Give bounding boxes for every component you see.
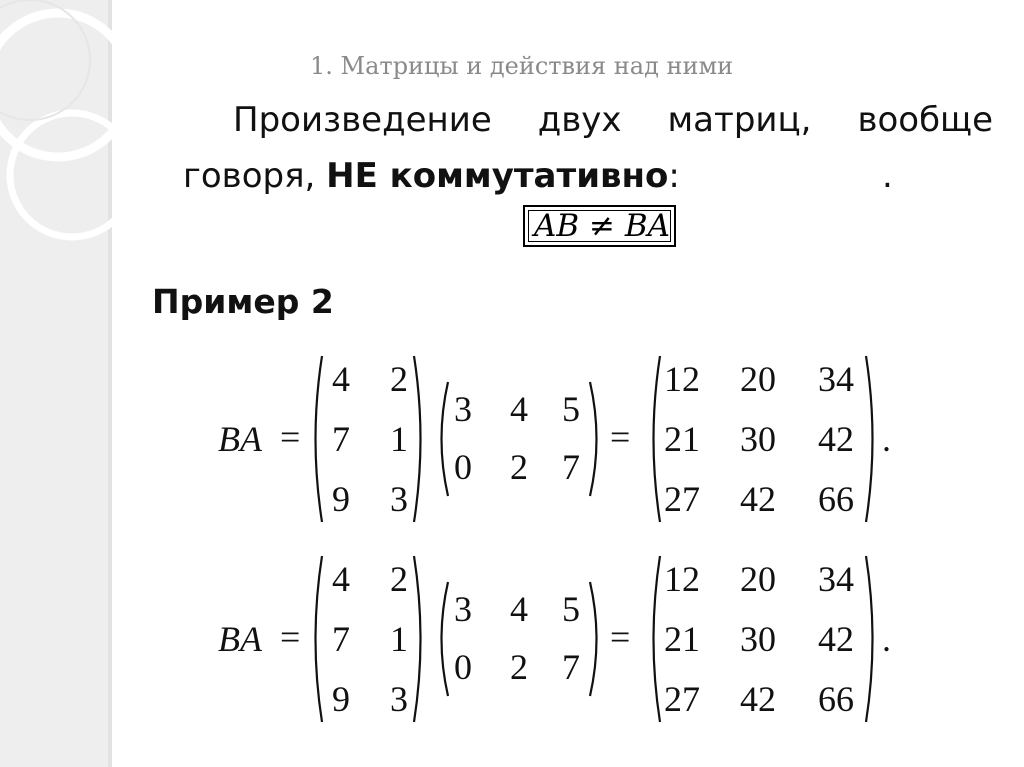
- result-cell: 66: [818, 479, 854, 519]
- result-cell: 42: [818, 419, 854, 459]
- matrix-cell: 1: [390, 419, 408, 459]
- matrix-cell: 0: [454, 647, 472, 687]
- matrix-cell: 2: [390, 559, 408, 599]
- formula-right: BA: [624, 208, 671, 244]
- equals-sign: =: [610, 617, 631, 657]
- result-cell: 12: [664, 559, 700, 599]
- formula-left: AB: [534, 208, 580, 244]
- trailing-dot: .: [882, 156, 893, 196]
- matrix-cell: 3: [390, 479, 408, 519]
- lhs-label: BA: [218, 619, 262, 659]
- left-paren: [644, 554, 664, 724]
- word: вообще: [857, 100, 993, 140]
- period: .: [882, 419, 891, 459]
- equation-2: [0, 540, 1024, 740]
- example-title: Пример 2: [152, 282, 334, 321]
- right-paren: [862, 554, 882, 724]
- period: .: [882, 619, 891, 659]
- matrix-cell: 7: [562, 447, 580, 487]
- result-cell: 42: [818, 619, 854, 659]
- word: двух: [537, 100, 622, 140]
- matrix-cell: 5: [562, 389, 580, 429]
- matrix-cell: 2: [510, 447, 528, 487]
- matrix-cell: 3: [454, 389, 472, 429]
- result-cell: 21: [664, 419, 700, 459]
- formula: [534, 208, 670, 244]
- left-paren: [644, 354, 664, 524]
- right-paren: [862, 354, 882, 524]
- word: матриц,: [667, 100, 812, 140]
- result-cell: 34: [818, 559, 854, 599]
- result-cell: 66: [818, 679, 854, 719]
- result-cell: 27: [664, 479, 700, 519]
- matrix-cell: 9: [332, 479, 350, 519]
- matrix-cell: 4: [332, 559, 350, 599]
- equation-1: [0, 340, 1024, 540]
- matrix-cell: 2: [510, 647, 528, 687]
- result-cell: 12: [664, 359, 700, 399]
- matrix-cell: 7: [332, 419, 350, 459]
- matrix-cell: 7: [332, 619, 350, 659]
- result-cell: 42: [740, 679, 776, 719]
- left-paren: [306, 354, 326, 524]
- matrix-cell: 4: [510, 589, 528, 629]
- equals-sign: =: [610, 417, 631, 457]
- result-cell: 21: [664, 619, 700, 659]
- not-equal-symbol: ≠: [589, 208, 616, 244]
- word: Произведение: [233, 100, 492, 140]
- paragraph-line-1: [233, 100, 993, 140]
- paragraph-line-2: [183, 156, 680, 196]
- slide-header: 1. Матрицы и действия над ними: [310, 52, 734, 80]
- equals-sign: =: [280, 417, 301, 457]
- matrix-cell: 7: [562, 647, 580, 687]
- matrix-cell: 3: [390, 679, 408, 719]
- result-cell: 34: [818, 359, 854, 399]
- result-cell: 30: [740, 619, 776, 659]
- left-paren: [432, 380, 452, 498]
- lhs-label: BA: [218, 419, 262, 459]
- right-paren: [586, 580, 606, 698]
- right-paren: [586, 380, 606, 498]
- left-paren: [432, 580, 452, 698]
- result-cell: 42: [740, 479, 776, 519]
- left-paren: [306, 554, 326, 724]
- matrix-cell: 4: [510, 389, 528, 429]
- matrix-cell: 4: [332, 359, 350, 399]
- bold-phrase: НЕ коммутативно: [326, 156, 669, 196]
- matrix-cell: 2: [390, 359, 408, 399]
- result-cell: 27: [664, 679, 700, 719]
- matrix-cell: 0: [454, 447, 472, 487]
- right-paren: [410, 554, 430, 724]
- result-cell: 20: [740, 359, 776, 399]
- result-cell: 20: [740, 559, 776, 599]
- line2-prefix: говоря,: [183, 156, 327, 196]
- equals-sign: =: [280, 617, 301, 657]
- matrix-cell: 3: [454, 589, 472, 629]
- matrix-cell: 1: [390, 619, 408, 659]
- right-paren: [410, 354, 430, 524]
- matrix-cell: 5: [562, 589, 580, 629]
- result-cell: 30: [740, 419, 776, 459]
- matrix-cell: 9: [332, 679, 350, 719]
- line2-suffix: :: [668, 156, 680, 196]
